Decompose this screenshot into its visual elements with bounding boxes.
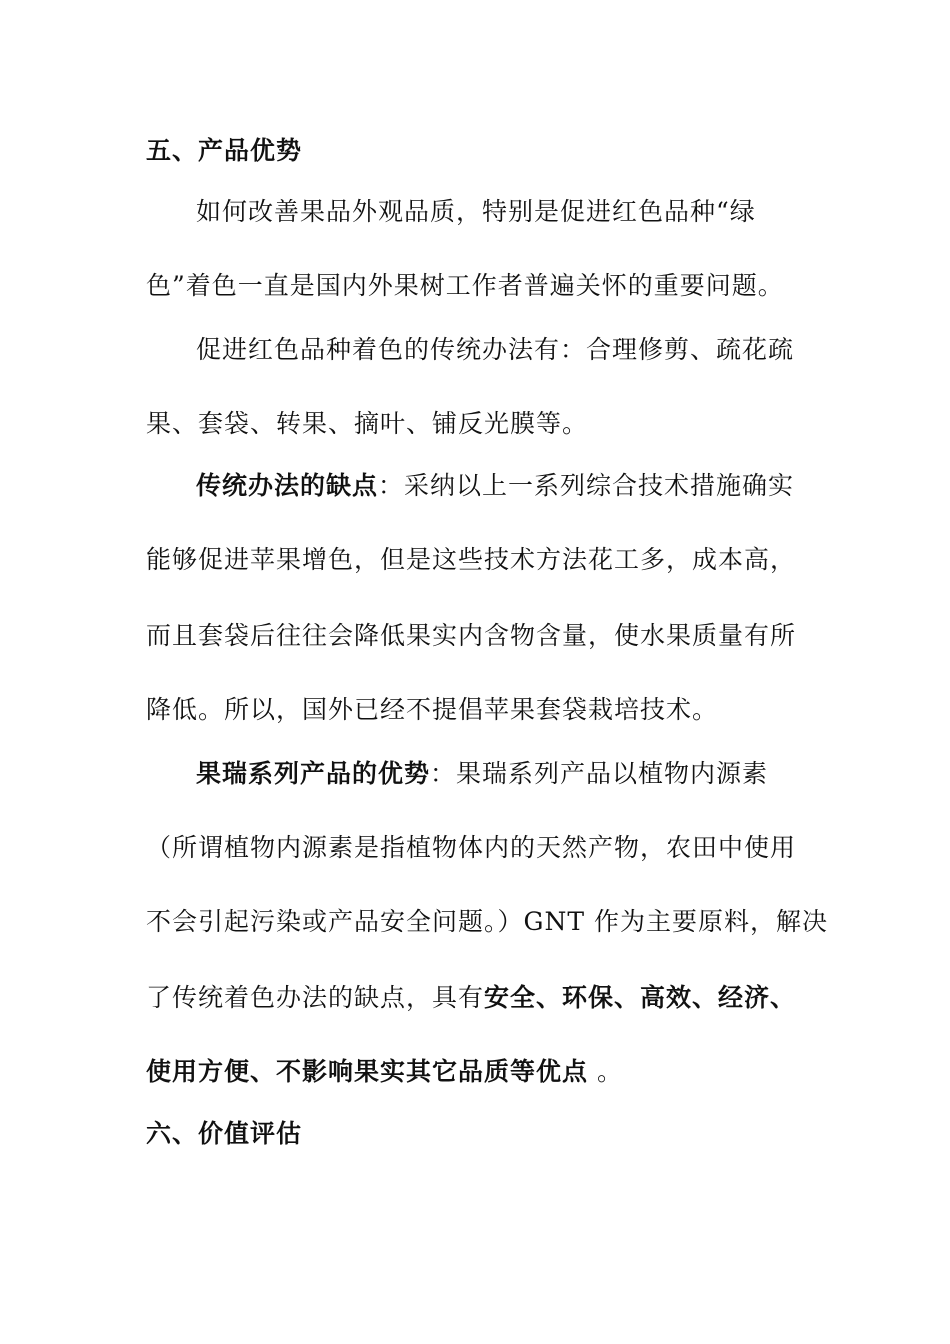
paragraph-line: 色”着色一直是国内外果树工作者普遍关怀的重要问题。 bbox=[146, 271, 784, 300]
paragraph-line: 促进红色品种着色的传统办法有：合理修剪、疏花疏 bbox=[196, 335, 795, 364]
paragraph-line: 而且套袋后往往会降低果实内含物含量，使水果质量有所 bbox=[146, 621, 797, 650]
section-heading-value-assessment: 六、价值评估 bbox=[146, 1119, 303, 1148]
paragraph-line: 降低。所以，国外已经不提倡苹果套袋栽培技术。 bbox=[146, 695, 719, 724]
paragraph-text: ：采纳以上一系列综合技术措施确实 bbox=[378, 471, 795, 500]
bold-lead-product-advantages: 果瑞系列产品的优势 bbox=[196, 759, 431, 788]
paragraph-line bbox=[196, 470, 794, 502]
paragraph-line: （所谓植物内源素是指植物体内的天然产物，农田中使用 bbox=[146, 833, 797, 862]
paragraph-text: ：果瑞系列产品以植物内源素 bbox=[430, 759, 769, 788]
section-heading-product-advantages: 五、产品优势 bbox=[146, 136, 303, 165]
paragraph-line bbox=[196, 758, 768, 790]
paragraph-line: 不会引起污染或产品安全问题。）GNT 作为主要原料，解决 bbox=[146, 907, 828, 936]
bold-benefits-text: 安全、环保、高效、经济、 bbox=[484, 983, 797, 1012]
paragraph-line: 如何改善果品外观品质，特别是促进红色品种“绿 bbox=[196, 197, 756, 226]
paragraph-line bbox=[146, 1056, 623, 1088]
paragraph-line bbox=[146, 982, 796, 1014]
paragraph-line: 能够促进苹果增色，但是这些技术方法花工多，成本高， bbox=[146, 545, 797, 574]
paragraph-line: 果、套袋、转果、摘叶、铺反光膜等。 bbox=[146, 409, 589, 438]
bold-benefits-text: 使用方便、不影响果实其它品质等优点 bbox=[146, 1057, 589, 1086]
bold-lead-traditional-drawbacks: 传统办法的缺点 bbox=[196, 471, 379, 500]
paragraph-text: 。 bbox=[588, 1057, 623, 1086]
paragraph-text: 了传统着色办法的缺点，具有 bbox=[146, 983, 485, 1012]
